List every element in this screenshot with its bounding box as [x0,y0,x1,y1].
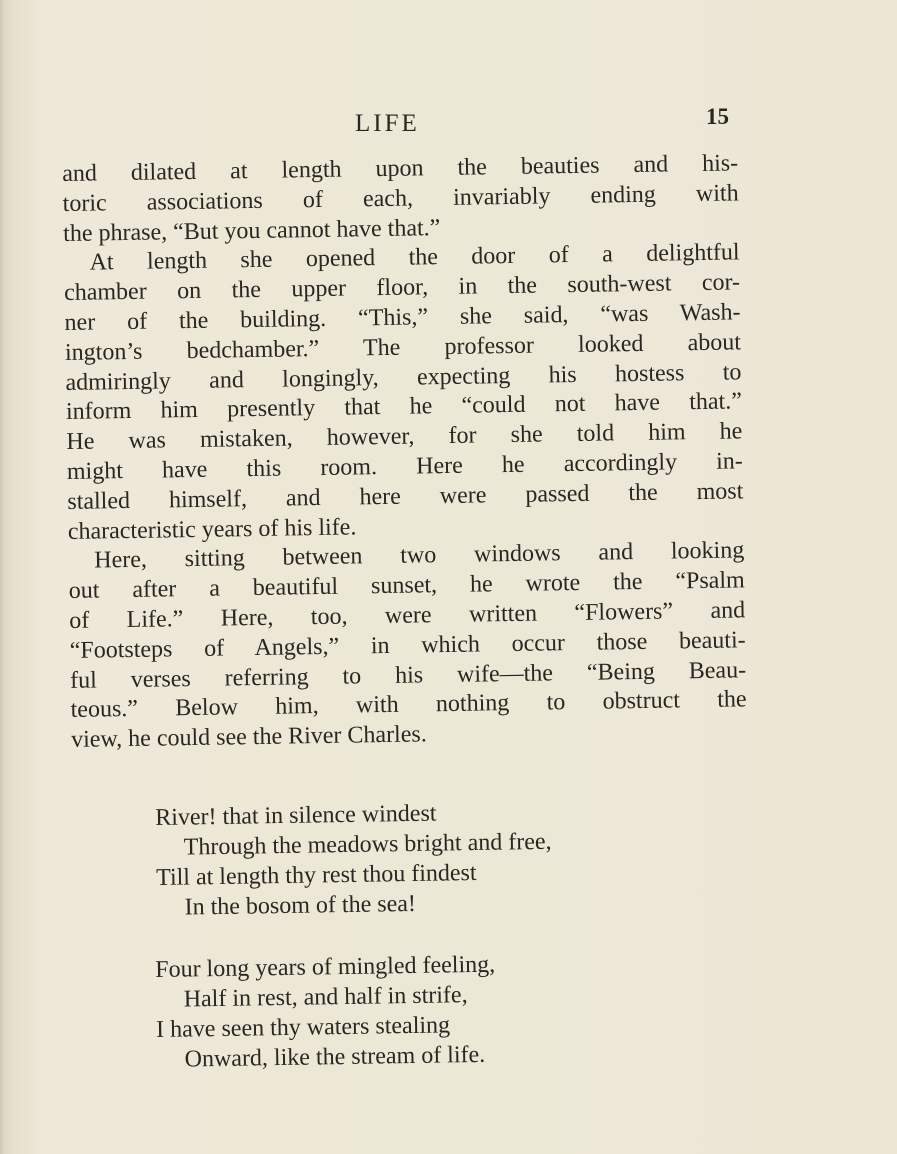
prose-line: of Life.” Here, too, were written “Flowers” and [69,597,746,634]
prose-line: At length she opened the door of a delightful [89,239,740,276]
prose-line: ful verses referring to his wife—the “Being Beau- [69,656,747,694]
prose-body [62,149,747,755]
poem-stanza [155,946,717,1075]
prose-line: chamber on the upper floor, in the south-west cor- [63,269,741,307]
poem-line: In the bosom of the sea! [184,890,417,921]
poem-line: I have seen thy waters stealing [155,1012,451,1043]
poem-line: Onward, like the stream of life. [184,1041,486,1073]
prose-line: and dilated at length upon the beauties and his- [62,150,739,187]
poem-stanza [155,794,717,923]
prose-line: out after a beautiful sunset, he wrote the “Psalm [68,567,745,605]
poem-line: Through the meadows bright and free, [183,828,552,861]
prose-line: stalled himself, and here were passed the most [67,478,744,515]
prose-line: might have this room. Here he accordingly in- [66,448,744,485]
prose-line: He was mistaken, however, for she told him he [66,418,743,456]
prose-line: Here, sitting between two windows and looking [94,537,745,574]
prose-line: ner of the building. “This,” she said, “was Wash- [64,299,741,336]
prose-line: teous.” Below him, with nothing to obstruct the [70,686,747,724]
poem-line: Half in rest, and half in strife, [183,982,468,1013]
prose-line: ington’s bedchamber.” The professor looked about [64,329,742,366]
prose-line: the phrase, “But you cannot have that.” [62,214,441,247]
prose-line: “Footsteps of Angels,” in which occur those beauti- [69,627,746,664]
page-edge [0,0,6,1154]
poem-line: Four long years of mingled feeling, [155,951,496,983]
running-title: LIFE [355,110,420,137]
prose-line: inform him presently that he “could not have that.” [65,388,743,426]
prose-line: toric associations of each, invariably ending with [62,180,739,217]
prose-line: view, he could see the River Charles. [70,721,427,754]
page-number: 15 [706,104,729,129]
prose-line: admiringly and longingly, expecting his hostess to [65,358,742,396]
poem-line: River! that in silence windest [155,800,437,831]
running-head [0,104,897,144]
prose-line: characteristic years of his life. [67,513,357,545]
poem-line: Till at length thy rest thou findest [155,859,477,891]
